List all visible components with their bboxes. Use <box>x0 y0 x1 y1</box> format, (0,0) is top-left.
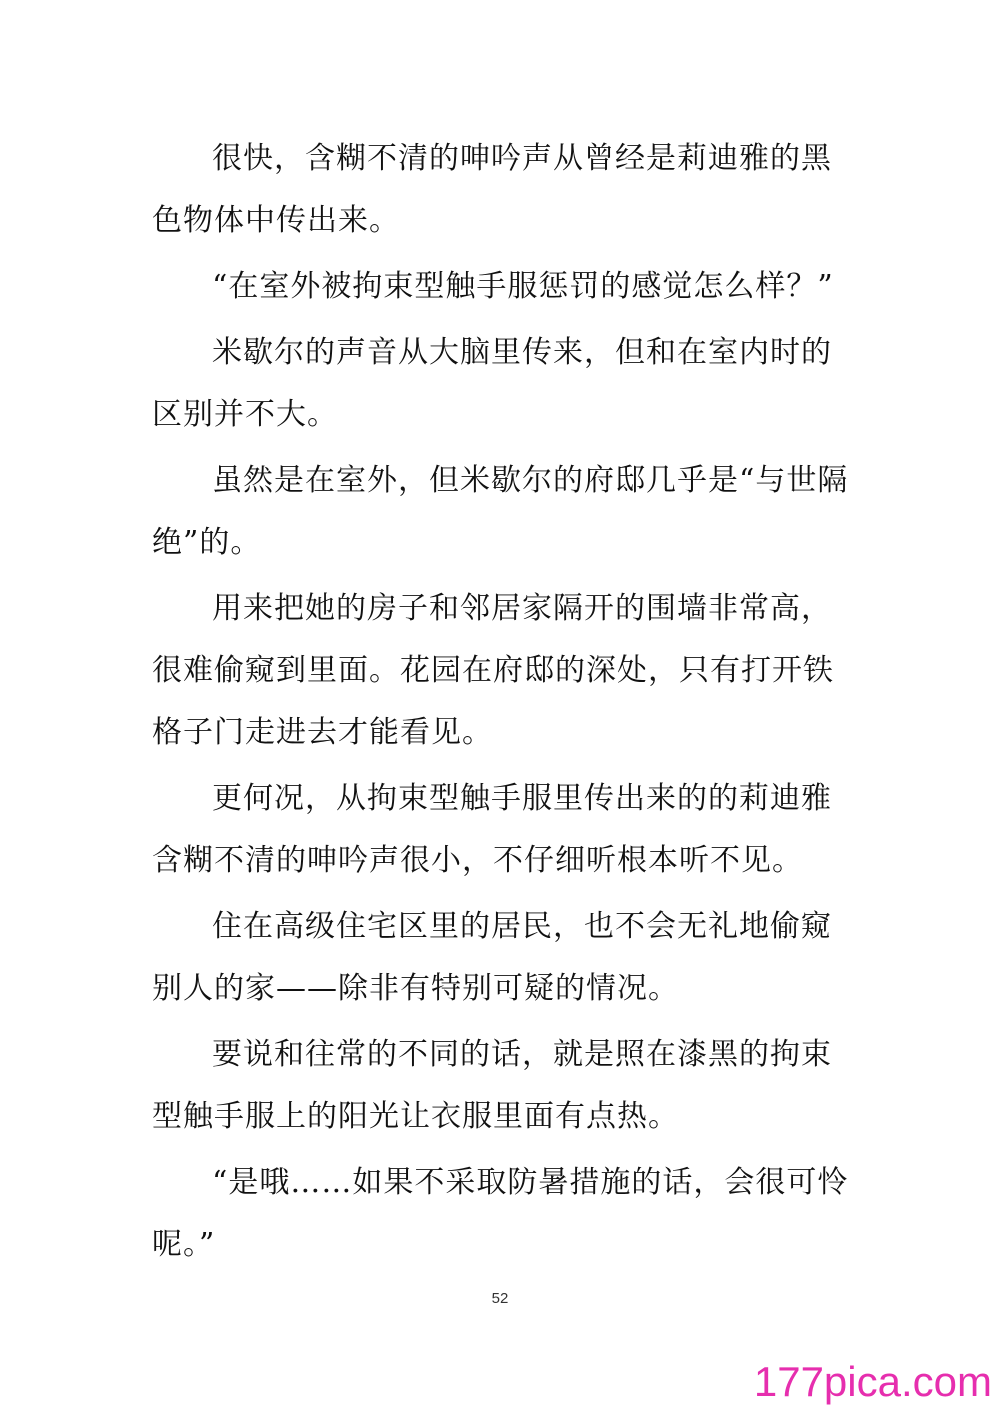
page-number: 52 <box>491 1290 509 1307</box>
paragraph: 米歇尔的声音从大脑里传来，但和在室内时的区别并不大。 <box>152 335 832 432</box>
paragraph: 虽然是在室外，但米歇尔的府邸几乎是“与世隔绝”的。 <box>152 463 849 560</box>
paragraph: 很快，含糊不清的呻吟声从曾经是莉迪雅的黑色物体中传出来。 <box>152 141 832 238</box>
paragraph: “是哦……如果不采取防暑措施的话，会很可怜呢。” <box>152 1165 849 1262</box>
paragraph: 用来把她的房子和邻居家隔开的围墙非常高，很难偷窥到里面。花园在府邸的深处，只有打开铁格子门走进去才能看见。 <box>152 591 834 750</box>
paragraph: 更何况，从拘束型触手服里传出来的的莉迪雅含糊不清的呻吟声很小，不仔细听根本听不见。 <box>152 781 832 878</box>
body-text <box>152 128 852 1276</box>
paragraph: 要说和往常的不同的话，就是照在漆黑的拘束型触手服上的阳光让衣服里面有点热。 <box>152 1037 832 1134</box>
paragraph: 住在高级住宅区里的居民，也不会无礼地偷窥别人的家——除非有特别可疑的情况。 <box>152 909 832 1006</box>
watermark-text: 177pica.com <box>753 1358 992 1405</box>
paragraph: “在室外被拘束型触手服惩罚的感觉怎么样？” <box>212 269 834 304</box>
